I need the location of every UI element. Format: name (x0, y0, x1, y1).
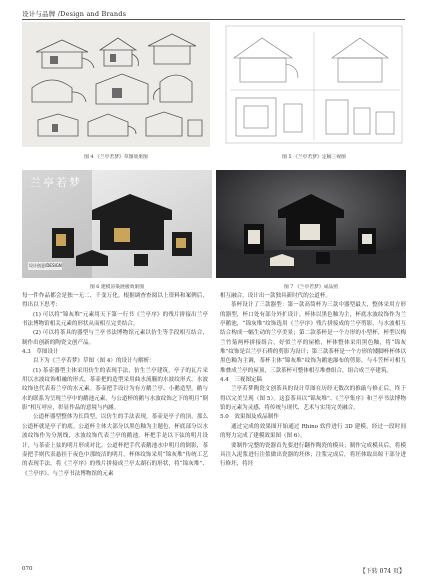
figure-4-sketches (22, 22, 210, 147)
figure-5-caption: 图 5 《兰亭若梦》定稿三视图 (282, 155, 346, 160)
sketch-drawing (22, 22, 210, 147)
paragraph: 相互融合，设计出一款独具新时代的公道杯。 (220, 293, 331, 299)
header-rule (22, 19, 405, 20)
three-view-drawing (222, 22, 406, 147)
paragraph: 5.0 效果图及成品制作 (220, 414, 279, 421)
paragraph: 以下为《兰亭若梦》草图（图 4）的设计与解析： (33, 358, 155, 365)
paragraph: (2) 可以将茶具的器型与兰亭书法博物馆元素以仿生等手段相互结合，制作出创新的陶瓷文创产品。 (22, 330, 208, 346)
paragraph: (1) 可以将“锦灰堆”元素用天下第一行书《兰亭序》的残片拼接出兰亭书法博物馆相关元素的形状从而相互完美结合。 (22, 311, 208, 328)
figure-6-render-board (22, 170, 212, 278)
figure-7-product-photo (216, 170, 406, 278)
figure-7-caption: 图 7 《兰亭若梦》成品照 (283, 285, 339, 290)
figure-4-caption: 图 4 《兰亭若梦》草图效果图 (84, 155, 148, 160)
paragraph: (1) 茶壶器型主体采用仿生的表现手法，仿生兰亭建筑，亭子的瓦片采用以水波纹饰相融的形式，茶壶把的造型采用曲水流觞的水波纹形式，水波纹饰也代表着兰亭的水元素。茶壶把手设计为有方鹅兰亭、小鹅造型，鹅与水的联系为呈现兰亭中的鹅池元素，与公道杯的鹅与水波纹饰之下的明月“倒影”相互呼应，彰显作品的意境与内涵。 (22, 367, 208, 412)
paragraph: 兰亭若梦陶瓷文创茶具的设计草图在历经无数次的推敲与修正后，终于得以完美呈现（图 5）。这套茶具以“锦灰堆”、《兰亭集序》和兰亭书法博物馆的元素为灵感，将传统与现代、艺术与实用完美融合。 (220, 386, 406, 412)
figure-6-caption: 图 6 建模渲染展板效果图 (89, 285, 145, 290)
board-title: 兰亭若梦 (30, 176, 82, 189)
continued-note: 【下转 074 页】 (359, 568, 405, 575)
paragraph: 4.3 草图设计 (22, 349, 59, 356)
paragraph: 通过完成的效果图开始通过 Rhino 软件进行 3D 建模，经过一段时间的努力完成了建模效果图（图 6）。 (220, 423, 406, 440)
journal-header: 设计与品牌 /Design and Brands (22, 10, 127, 18)
paragraph: 公道杯器型整体为长筒型，以仿生的手法表现，茶壶是亭子的顶，那么公道杯就是亭子的底。公道杯主体大部分以黑色釉为主题色，杯底部分以水波纹饰作为分割线，水波纹饰代表兰亭的鹅池。杯把手是以下弦的明月设计，与茶壶上弦的明月形成对比，公道杯把手代表鹅池水中明月的倒影，茶壶把手则代表悬挂于夜色中那皎洁的明月。杯体纹饰采用“锦灰堆”传统工艺的表现手法，将《兰亭序》的残片拼接成兰亭太湖石的形状，将“锦灰堆”、《兰亭序》、与兰亭书法博物馆的元素 (22, 414, 208, 477)
paragraph: 每一件作品都会是独一无二、千变万化。根据调查查阅以上资料和案例后，得出以下思考： (22, 293, 208, 309)
paragraph: 4.4 三视图定稿 (220, 377, 263, 384)
page-number: 070 (22, 566, 33, 572)
body-column-right (220, 292, 406, 470)
product-photo (216, 170, 406, 278)
body-column-left (22, 292, 208, 479)
board-tag: 设计创意/DESIGN (29, 263, 62, 268)
figure-5-three-view (222, 22, 406, 147)
paragraph: 茶杯设计了三款器型：第一款高筒杯为三款中器型最大，整体采用方形的器型，杯口处有部分外扩设计，杯体以黑色釉为主，杯底水波纹饰作为兰亭鹅池，“锦灰堆”纹饰选用《兰亭序》残片拼接成的兰亭剪影，与水波相互结合构成一幅生动的兰亭美景；第二款茶杯是一个方形的小型杯，杯型以梅兰竹菊两杯拼接组合，好似兰亭的屋檐，杯体整体采用黑色釉，将“锦灰堆”纹饰是以兰亭石桥的剪影为设计；第三款茶杯是一个方形的矮脚杯杯体以黑色釉为主调，茶杯主体“锦灰堆”纹饰为鹅池瀑布的剪影，与斗笠杯可相互堆叠成兰亭的屋顶，三款茶杯可整体相互堆叠组合，组合成兰亭建筑。 (220, 302, 406, 374)
paragraph: 要制作完整的瓷器首先要进行翻作陶瓷的模具；制作完成模具后，将模具注入泥浆进行注浆做出瓷器的坯体；注浆完成后，将坯体取出晾干部分进行修坯，将坯 (220, 442, 406, 468)
